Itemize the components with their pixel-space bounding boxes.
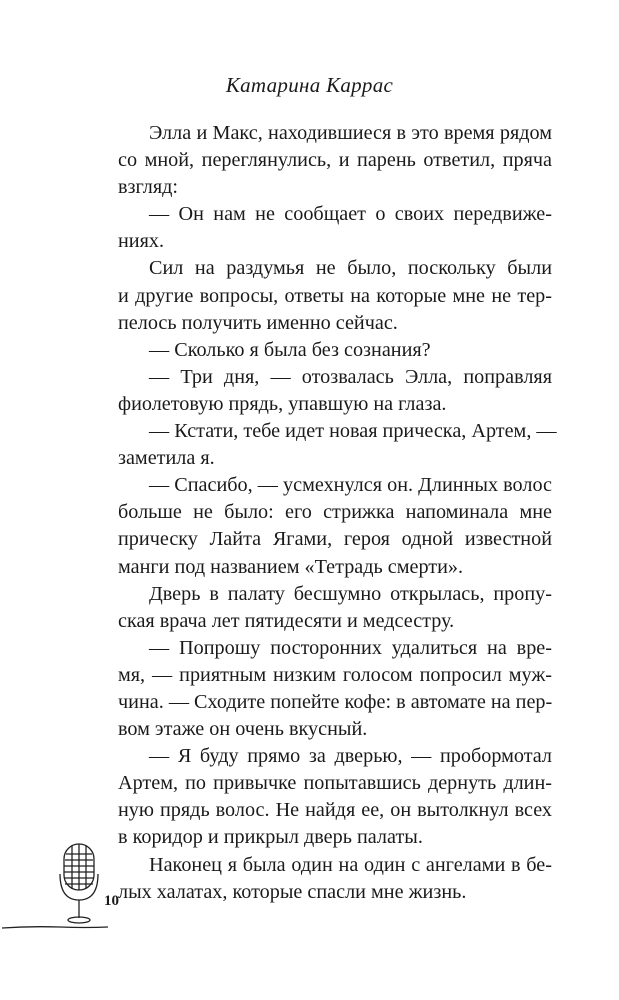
- text-line: лых халатах, которые спасли мне жизнь.: [118, 880, 467, 903]
- running-title: Катарина Каррас: [225, 73, 394, 97]
- text-line: — Он нам не сообщает о своих передвиже-: [149, 203, 552, 226]
- text-line: пелось получить именно сейчас.: [118, 311, 398, 334]
- text-line: Дверь в палату бесшумно открылась, пропу-: [149, 582, 552, 605]
- text-line: и другие вопросы, ответы на которые мне не тер-: [118, 284, 552, 307]
- text-line: — Спасибо, — усмехнулся он. Длинных волос: [149, 474, 552, 497]
- text-line: ную прядь волос. Не найдя ее, он вытолкнул всех: [118, 799, 552, 822]
- text-line: прическу Лайта Ягами, героя одной известной: [118, 528, 552, 551]
- microphone-icon: [0, 838, 110, 938]
- text-line: манги под названием «Тетрадь смерти».: [118, 555, 464, 578]
- text-line: вом этаже он очень вкусный.: [118, 718, 368, 741]
- text-line: ниях.: [118, 230, 165, 253]
- text-line: взгляд:: [118, 176, 178, 199]
- text-line: — Я буду прямо за дверью, — пробормотал: [149, 745, 552, 768]
- text-line: ская врача лет пятидесяти и медсестру.: [118, 609, 455, 632]
- text-line: мя, — приятным низким голосом попросил муж-: [118, 663, 552, 686]
- text-line: фиолетовую прядь, упавшую на глаза.: [118, 392, 447, 415]
- text-line: заметила я.: [118, 447, 215, 470]
- text-line: — Попрошу посторонних удалиться на вре-: [149, 636, 552, 659]
- text-line: со мной, переглянулись, и парень ответил, пряча: [118, 149, 552, 172]
- text-line: в коридор и прикрыл дверь палаты.: [118, 826, 423, 849]
- text-line: чина. — Сходите попейте кофе: в автомате на пер-: [118, 690, 553, 713]
- text-line: больше не было: его стрижка напоминала мне: [118, 501, 552, 524]
- text-line: — Кстати, тебе идет новая прическа, Артем, —: [149, 420, 557, 443]
- text-line: — Сколько я была без сознания?: [149, 338, 431, 361]
- body-text: [118, 120, 557, 906]
- text-line: — Три дня, — отозвалась Элла, поправляя: [149, 365, 552, 388]
- text-line: Сил на раздумья не было, поскольку были: [149, 257, 552, 280]
- text-line: Наконец я была один на один с ангелами в бе-: [149, 853, 552, 876]
- text-line: Элла и Макс, находившиеся в это время рядом: [149, 122, 552, 144]
- text-line: Артем, по привычке попытавшись дернуть длин-: [118, 772, 552, 795]
- page-number: 10: [104, 893, 119, 909]
